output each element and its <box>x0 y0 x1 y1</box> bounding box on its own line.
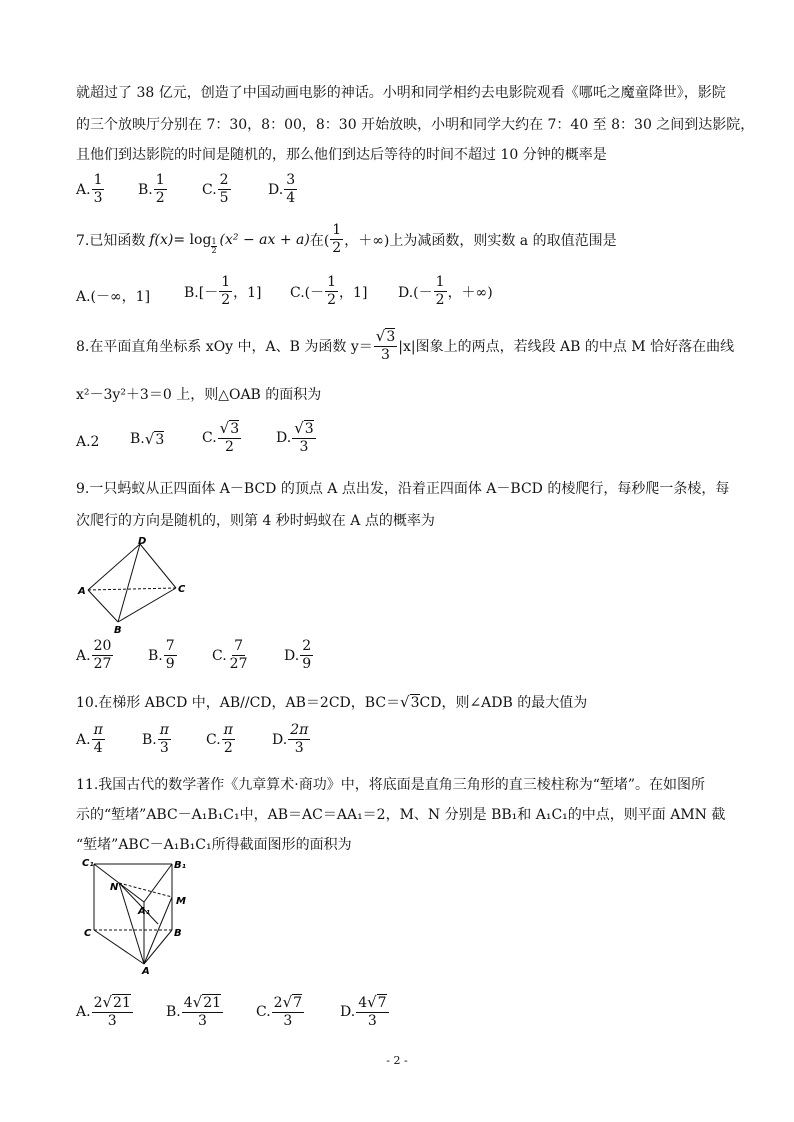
svg-text:A: A <box>142 966 150 976</box>
q8-option-d: D. $\frac{√3}{3}$ <box>276 419 314 455</box>
q11-line2: 示的“堑堵”ABC－A₁B₁C₁中，AB＝AC＝AA₁＝2，M、N 分别是 BB₁和 A₁C₁的中点，则平面 AMN 截 <box>76 807 726 823</box>
q6-option-a: A. $\frac{1}{3}$ <box>76 172 103 206</box>
svg-text:M: M <box>176 896 186 907</box>
q11-option-c: C. $\frac{2√7}{3}$ <box>256 993 303 1029</box>
q9-option-b: B. $\frac{7}{9}$ <box>148 638 175 672</box>
q10-option-d: D. $\frac{2\pi}{3}$ <box>272 722 309 756</box>
q9-line1: 9.一只蚂蚁从正四面体 A－BCD 的顶点 A 点出发，沿着正四面体 A－BCD 的棱爬行，每秒爬一条棱，每 <box>76 481 730 497</box>
q7-option-d: D.(－ $\frac{1}{2}$ ，＋∞) <box>398 274 493 308</box>
q9-option-c: C. $\frac{7}{27}$ <box>212 638 248 672</box>
svg-text:C: C <box>84 928 92 939</box>
svg-text:A₁: A₁ <box>138 906 151 917</box>
q6-line2: 的三个放映厅分别在 7：30，8：00，8：30 开始放映，小明和同学大约在 7：40 至 8：30 之间到达影院， <box>76 117 755 133</box>
q8-stem: 8.在平面直角坐标系 xOy 中，A、B 为函数 y＝ $\frac{√3}{3}$ |x|图象上的两点，若线段 AB 的中点 M 恰好落在曲线 <box>76 327 735 363</box>
q10-option-b: B. $\frac{\pi}{3}$ <box>142 722 169 756</box>
q6-line1: 就超过了 38 亿元，创造了中国动画电影的神话。小明和同学相约去电影院观看《哪吒之魔童降世》，影院 <box>76 85 726 101</box>
svg-text:C: C <box>178 584 186 595</box>
q9-line2: 次爬行的方向是随机的，则第 4 秒时蚂蚁在 A 点的概率为 <box>76 513 435 529</box>
svg-text:C₁: C₁ <box>82 858 94 869</box>
svg-text:A: A <box>78 586 86 597</box>
q8-option-b: B. √ 3 <box>130 430 165 448</box>
svg-text:N: N <box>110 882 119 893</box>
q11-option-a: A. $\frac{2√21}{3}$ <box>76 993 131 1029</box>
q6-option-b: B. $\frac{1}{2}$ <box>138 172 165 206</box>
q10-option-a: A. $\frac{\pi}{4}$ <box>76 722 103 756</box>
q7-stem: 7.已知函数 f(x) = log 1 2 (x² − ax + a) 在( $\frac{1}{2}$ ，＋∞)上为减函数，则实数 a 的取值范围是 <box>76 222 617 256</box>
svg-text:B: B <box>114 625 122 636</box>
q10-option-c: C. $\frac{\pi}{2}$ <box>206 722 233 756</box>
q11-option-d: D. $\frac{4√7}{3}$ <box>340 993 387 1029</box>
q6-option-c: C. $\frac{2}{5}$ <box>202 172 229 206</box>
q11-line1: 11.我国古代的数学著作《九章算术·商功》中，将底面是直角三角形的直三棱柱称为“堑堵”。在如图所 <box>76 777 706 793</box>
q9-option-d: D. $\frac{2}{9}$ <box>284 638 312 672</box>
q8-option-a: A.2 <box>76 434 100 450</box>
svg-text:B: B <box>174 928 182 939</box>
prism-figure <box>74 856 204 976</box>
q9-option-a: A. $\frac{20}{27}$ <box>76 638 112 672</box>
q6-option-d: D. $\frac{3}{4}$ <box>268 172 296 206</box>
q7-option-a: A.(－∞，1] <box>76 289 151 305</box>
svg-text:B₁: B₁ <box>174 860 187 871</box>
q11-line3: “堑堵”ABC－A₁B₁C₁所得截面图形的面积为 <box>76 837 352 853</box>
svg-text:D: D <box>138 536 147 547</box>
q11-option-b: B. $\frac{4√21}{3}$ <box>166 993 222 1029</box>
q7-option-b: B.[－ $\frac{1}{2}$ ，1] <box>184 274 262 308</box>
q10-stem: 10.在梯形 ABCD 中，AB//CD，AB＝2CD，BC＝ √ 3 CD，则∠ADB 的最大值为 <box>76 693 588 711</box>
q7-option-c: C.(－ $\frac{1}{2}$ ，1] <box>290 274 368 308</box>
page-number: - 2 - <box>386 1054 408 1067</box>
q6-line3: 且他们到达影院的时间是随机的，那么他们到达后等待的时间不超过 10 分钟的概率是 <box>76 147 607 163</box>
tetrahedron-figure <box>72 536 192 636</box>
q8-option-c: C. $\frac{√3}{2}$ <box>202 419 240 455</box>
q8-line2: x²－3y²＋3＝0 上，则△OAB 的面积为 <box>76 387 322 403</box>
